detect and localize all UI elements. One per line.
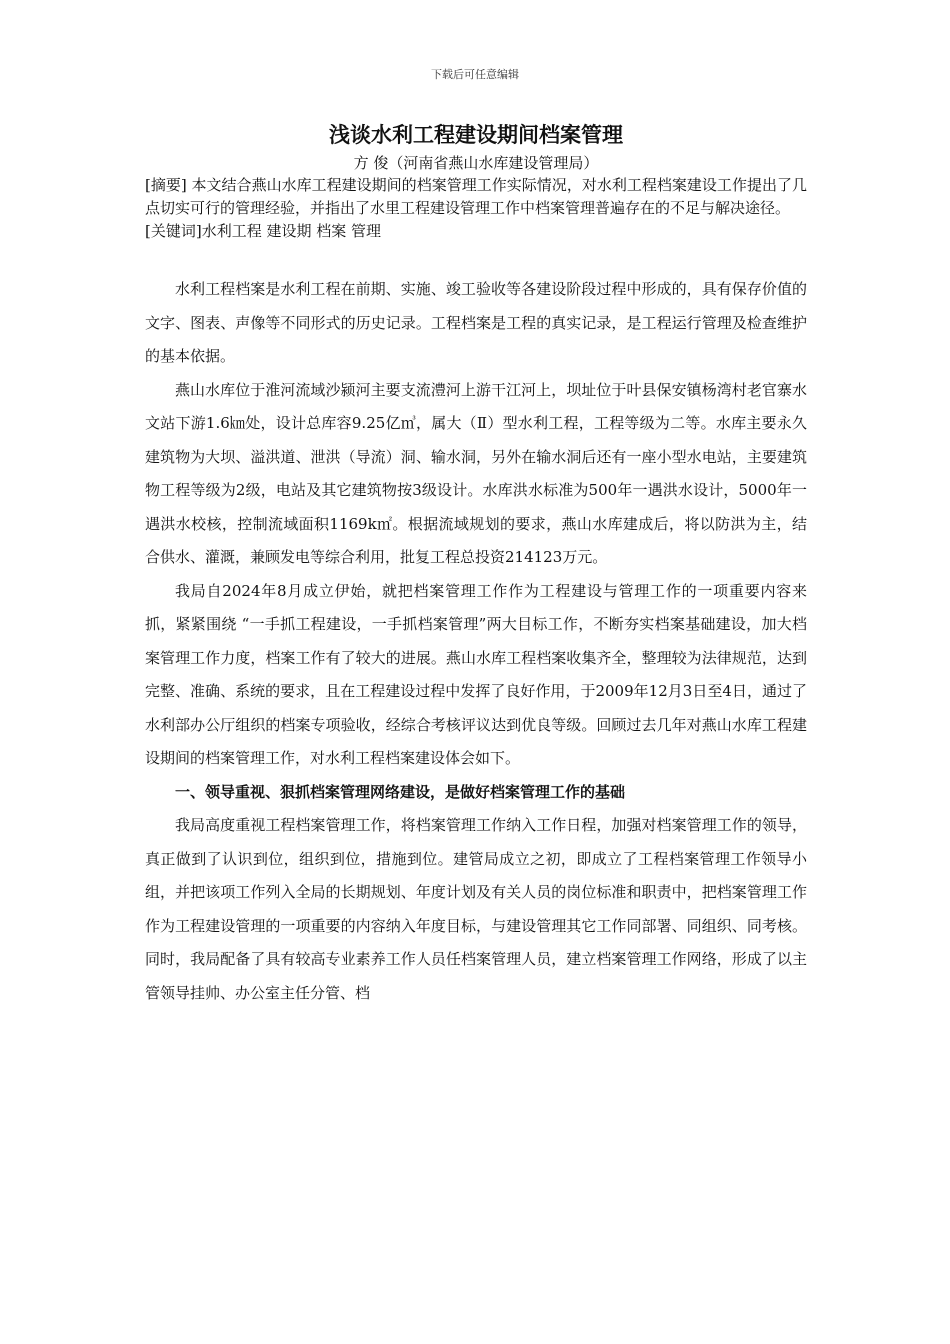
document-body: [145, 118, 807, 1010]
author-line: 方 俊（河南省燕山水库建设管理局）: [353, 154, 599, 172]
paragraph-1: 水利工程档案是水利工程在前期、实施、竣工验收等各建设阶段过程中形成的，具有保存价值的文字、图表、声像等不同形式的历史记录。工程档案是工程的真实记录，是工程运行管理及检查维护的基本依据。: [145, 280, 807, 365]
abstract: [摘要] 本文结合燕山水库工程建设期间的档案管理工作实际情况，对水利工程档案建设工作提出了几点切实可行的管理经验，并指出了水里工程建设管理工作中档案管理普遍存在的不足与解决途径。: [145, 176, 807, 217]
section-paragraph: 我局高度重视工程档案管理工作，将档案管理工作纳入工作日程，加强对档案管理工作的领导，真正做到了认识到位，组织到位，措施到位。建管局成立之初，即成立了工程档案管理工作领导小组，并把该项工作列入全局的长期规划、年度计划及有关人员的岗位标准和职责中，把档案管理工作作为工程建设管理的一项重要的内容纳入年度目标，与建设管理其它工作同部署、同组织、同考核。同时，我局配备了具有较高专业素养工作人员任档案管理人员，建立档案管理工作网络，形成了以主管领导挂帅、办公室主任分管、档: [145, 816, 807, 1002]
section-heading: 一、领导重视、狠抓档案管理网络建设，是做好档案管理工作的基础: [175, 782, 626, 801]
header-note: 下载后可任意编辑: [431, 68, 519, 81]
paragraph-3: 我局自2024年8月成立伊始，就把档案管理工作作为工程建设与管理工作的一项重要内容来抓，紧紧围绕 “一手抓工程建设，一手抓档案管理”两大目标工作，不断夯实档案基础建设，加大档案管理工作力度，档案工作有了较大的进展。燕山水库工程档案收集齐全，整理较为法律规范，达到完整、准确、系统的要求，且在工程建设过程中发挥了良好作用，于2009年12月3日至4日，通过了水利部办公厅组织的档案专项验收，经综合考核评议达到优良等级。回顾过去几年对燕山水库工程建设期间的档案管理工作，对水利工程档案建设体会如下。: [145, 581, 807, 767]
keywords: [关键词]水利工程 建设期 档案 管理: [145, 222, 382, 240]
document-title: 浅谈水利工程建设期间档案管理: [329, 123, 623, 147]
paragraph-2: 燕山水库位于淮河流域沙颍河主要支流澧河上游干江河上，坝址位于叶县保安镇杨湾村老官寨水文站下游1.6㎞处，设计总库容9.25亿㎥，属大（Ⅱ）型水利工程，工程等级为二等。水库主要永久建筑物为大坝、溢洪道、泄洪（导流）洞、输水洞，另外在输水洞后还有一座小型水电站，主要建筑物工程等级为2级，电站及其它建筑物按3级设计。水库洪水标准为500年一遇洪水设计，5000年一遇洪水校核，控制流域面积1169k㎡。根据流域规划的要求，燕山水库建成后，将以防洪为主，结合供水、灌溉，兼顾发电等综合利用，批复工程总投资214123万元。: [145, 380, 807, 566]
